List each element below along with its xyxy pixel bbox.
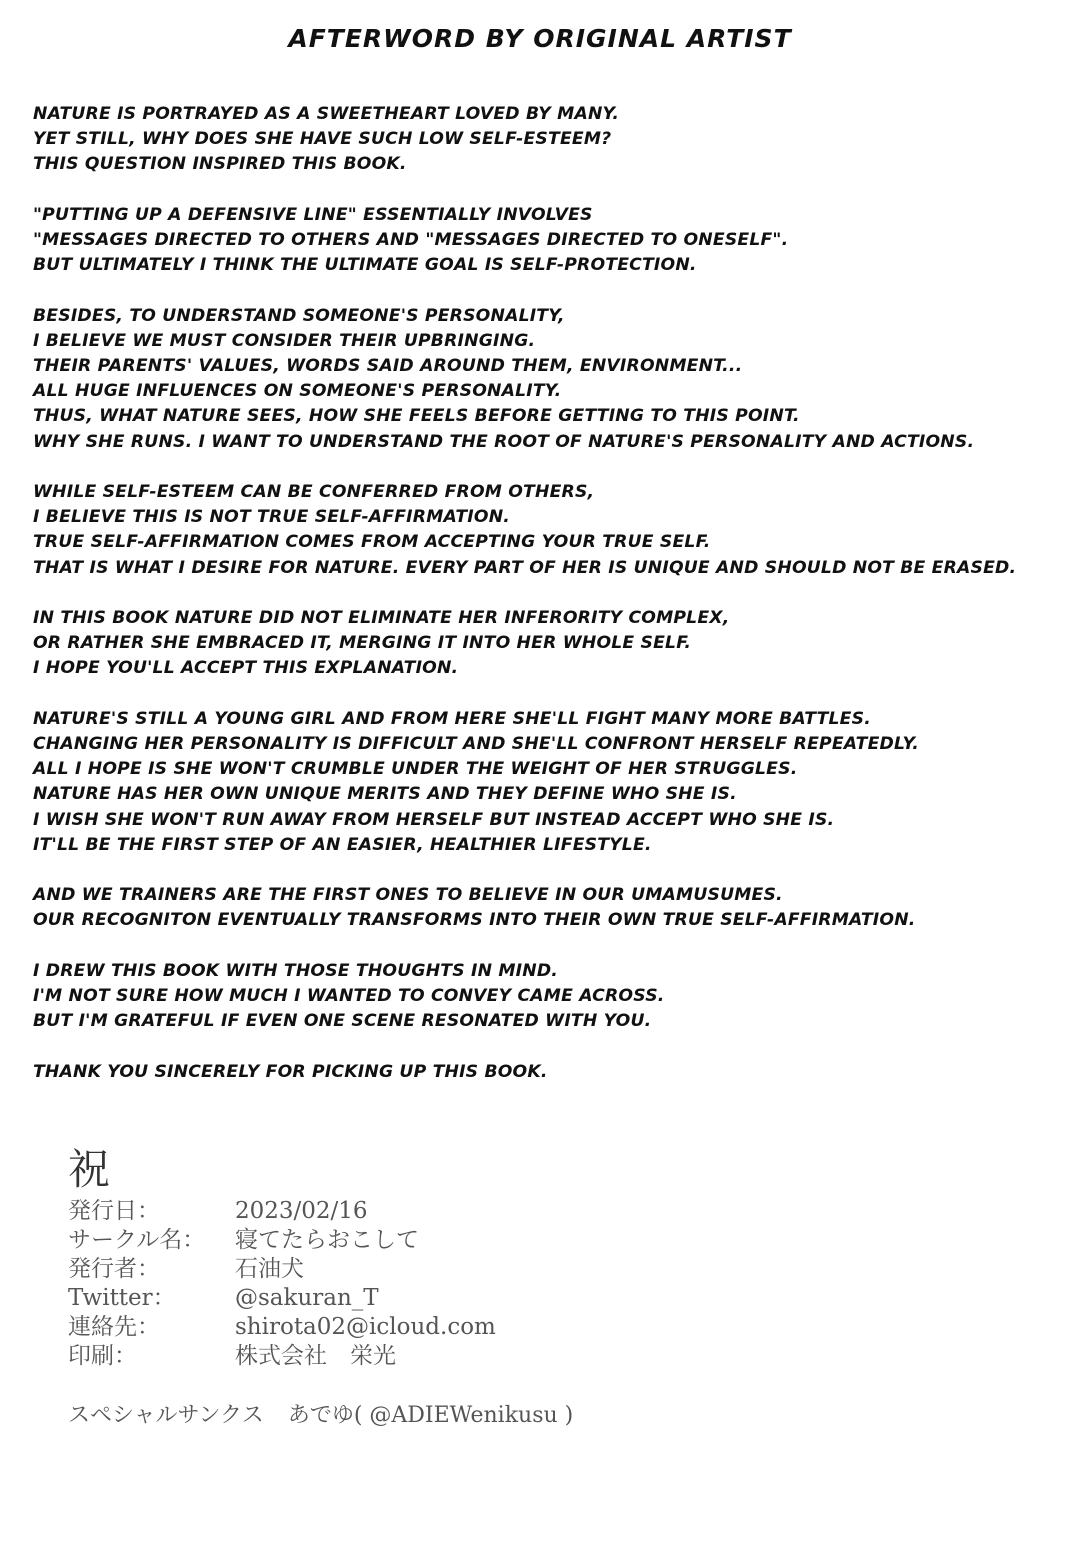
text-line: AND WE TRAINERS ARE THE FIRST ONES TO BELIEVE IN OUR UMAMUSUMES. bbox=[33, 885, 783, 906]
colophon-value: 寝てたらおこして bbox=[235, 1227, 419, 1253]
colophon-value: shirota02@icloud.com bbox=[235, 1314, 496, 1340]
text-line: ALL HUGE INFLUENCES ON SOMEONE'S PERSONALITY. bbox=[33, 381, 562, 402]
colophon-row bbox=[68, 1284, 496, 1313]
colophon-label: 発行者： bbox=[68, 1256, 160, 1282]
text-line: CHANGING HER PERSONALITY IS DIFFICULT AND SHE'LL CONFRONT HERSELF REPEATEDLY. bbox=[33, 734, 919, 754]
colophon-value: 石油犬 bbox=[235, 1256, 304, 1282]
colophon-title: 祝 bbox=[68, 1145, 111, 1194]
text-line: THANK YOU SINCERELY FOR PICKING UP THIS BOOK. bbox=[33, 1061, 548, 1082]
colophon-label: 連絡先： bbox=[68, 1314, 160, 1340]
paragraph bbox=[33, 203, 1073, 279]
afterword-body bbox=[33, 102, 1073, 1110]
text-line: IN THIS BOOK NATURE DID NOT ELIMINATE HER INFERORITY COMPLEX, bbox=[33, 608, 730, 628]
text-line: I WISH SHE WON'T RUN AWAY FROM HERSELF BUT INSTEAD ACCEPT WHO SHE IS. bbox=[33, 809, 835, 830]
paragraph bbox=[33, 102, 1073, 178]
text-line: I HOPE YOU'LL ACCEPT THIS EXPLANATION. bbox=[33, 658, 459, 679]
paragraph bbox=[33, 480, 1073, 581]
colophon-info bbox=[68, 1197, 496, 1371]
text-line: TRUE SELF-AFFIRMATION COMES FROM ACCEPTING YOUR TRUE SELF. bbox=[33, 532, 711, 553]
text-line: THUS, WHAT NATURE SEES, HOW SHE FEELS BEFORE GETTING TO THIS POINT. bbox=[33, 406, 800, 427]
colophon-row bbox=[68, 1313, 496, 1342]
text-line: I DREW THIS BOOK WITH THOSE THOUGHTS IN MIND. bbox=[33, 960, 559, 981]
text-line: NATURE IS PORTRAYED AS A SWEETHEART LOVED BY MANY. bbox=[33, 104, 620, 124]
text-line: THEIR PARENTS' VALUES, WORDS SAID AROUND THEM, ENVIRONMENT... bbox=[33, 356, 743, 376]
colophon-label: サークル名： bbox=[68, 1227, 206, 1253]
text-line: IT'LL BE THE FIRST STEP OF AN EASIER, HEALTHIER LIFESTYLE. bbox=[33, 834, 652, 855]
text-line: WHILE SELF-ESTEEM CAN BE CONFERRED FROM OTHERS, bbox=[33, 482, 595, 502]
text-line: I BELIEVE WE MUST CONSIDER THEIR UPBRINGING. bbox=[33, 330, 536, 351]
paragraph bbox=[33, 304, 1073, 455]
page-title: AFTERWORD BY ORIGINAL ARTIST bbox=[288, 24, 792, 53]
text-line: I BELIEVE THIS IS NOT TRUE SELF-AFFIRMATION. bbox=[33, 507, 511, 528]
text-line: ALL I HOPE IS SHE WON'T CRUMBLE UNDER THE WEIGHT OF HER STRUGGLES. bbox=[33, 759, 798, 780]
text-line: OR RATHER SHE EMBRACED IT, MERGING IT INTO HER WHOLE SELF. bbox=[33, 633, 692, 654]
colophon-label: 印刷： bbox=[68, 1343, 137, 1369]
text-line: WHY SHE RUNS. I WANT TO UNDERSTAND THE ROOT OF NATURE'S PERSONALITY AND ACTIONS. bbox=[33, 431, 975, 452]
text-line: THIS QUESTION INSPIRED THIS BOOK. bbox=[33, 154, 407, 175]
paragraph bbox=[33, 883, 1073, 933]
text-line: NATURE HAS HER OWN UNIQUE MERITS AND THEY DEFINE WHO SHE IS. bbox=[33, 784, 737, 805]
text-line: OUR RECOGNITON EVENTUALLY TRANSFORMS INTO THEIR OWN TRUE SELF-AFFIRMATION. bbox=[33, 910, 916, 931]
colophon-value: 2023/02/16 bbox=[235, 1198, 368, 1224]
colophon-label: 発行日： bbox=[68, 1198, 160, 1224]
paragraph bbox=[33, 959, 1073, 1035]
text-line: I'M NOT SURE HOW MUCH I WANTED TO CONVEY CAME ACROSS. bbox=[33, 986, 665, 1006]
text-line: NATURE'S STILL A YOUNG GIRL AND FROM HERE SHE'LL FIGHT MANY MORE BATTLES. bbox=[33, 708, 871, 729]
text-line: BUT ULTIMATELY I THINK THE ULTIMATE GOAL IS SELF-PROTECTION. bbox=[33, 255, 697, 276]
colophon-value: @sakuran_T bbox=[235, 1285, 379, 1311]
text-line: YET STILL, WHY DOES SHE HAVE SUCH LOW SELF-ESTEEM? bbox=[33, 129, 612, 150]
special-thanks-value: あでゆ( @ADIEWenikusu ) bbox=[287, 1403, 574, 1428]
text-line: THAT IS WHAT I DESIRE FOR NATURE. EVERY PART OF HER IS UNIQUE AND SHOULD NOT BE ERASED. bbox=[33, 557, 1017, 578]
colophon-row bbox=[68, 1255, 496, 1284]
text-line: BESIDES, TO UNDERSTAND SOMEONE'S PERSONALITY, bbox=[33, 305, 565, 326]
colophon-row bbox=[68, 1342, 496, 1371]
colophon bbox=[68, 1145, 496, 1371]
paragraph bbox=[33, 707, 1073, 858]
colophon-row bbox=[68, 1197, 496, 1226]
special-thanks bbox=[68, 1401, 573, 1431]
paragraph bbox=[33, 1060, 1073, 1085]
colophon-label: Twitter： bbox=[68, 1285, 176, 1311]
colophon-value: 株式会社 栄光 bbox=[235, 1343, 396, 1369]
text-line: "MESSAGES DIRECTED TO OTHERS AND "MESSAGES DIRECTED TO ONESELF". bbox=[33, 230, 789, 250]
text-line: "PUTTING UP A DEFENSIVE LINE" ESSENTIALLY INVOLVES bbox=[33, 204, 593, 225]
colophon-row bbox=[68, 1226, 496, 1255]
text-line: BUT I'M GRATEFUL IF EVEN ONE SCENE RESONATED WITH YOU. bbox=[33, 1011, 652, 1032]
special-thanks-label: スペシャルサンクス bbox=[68, 1403, 264, 1428]
paragraph bbox=[33, 606, 1073, 682]
